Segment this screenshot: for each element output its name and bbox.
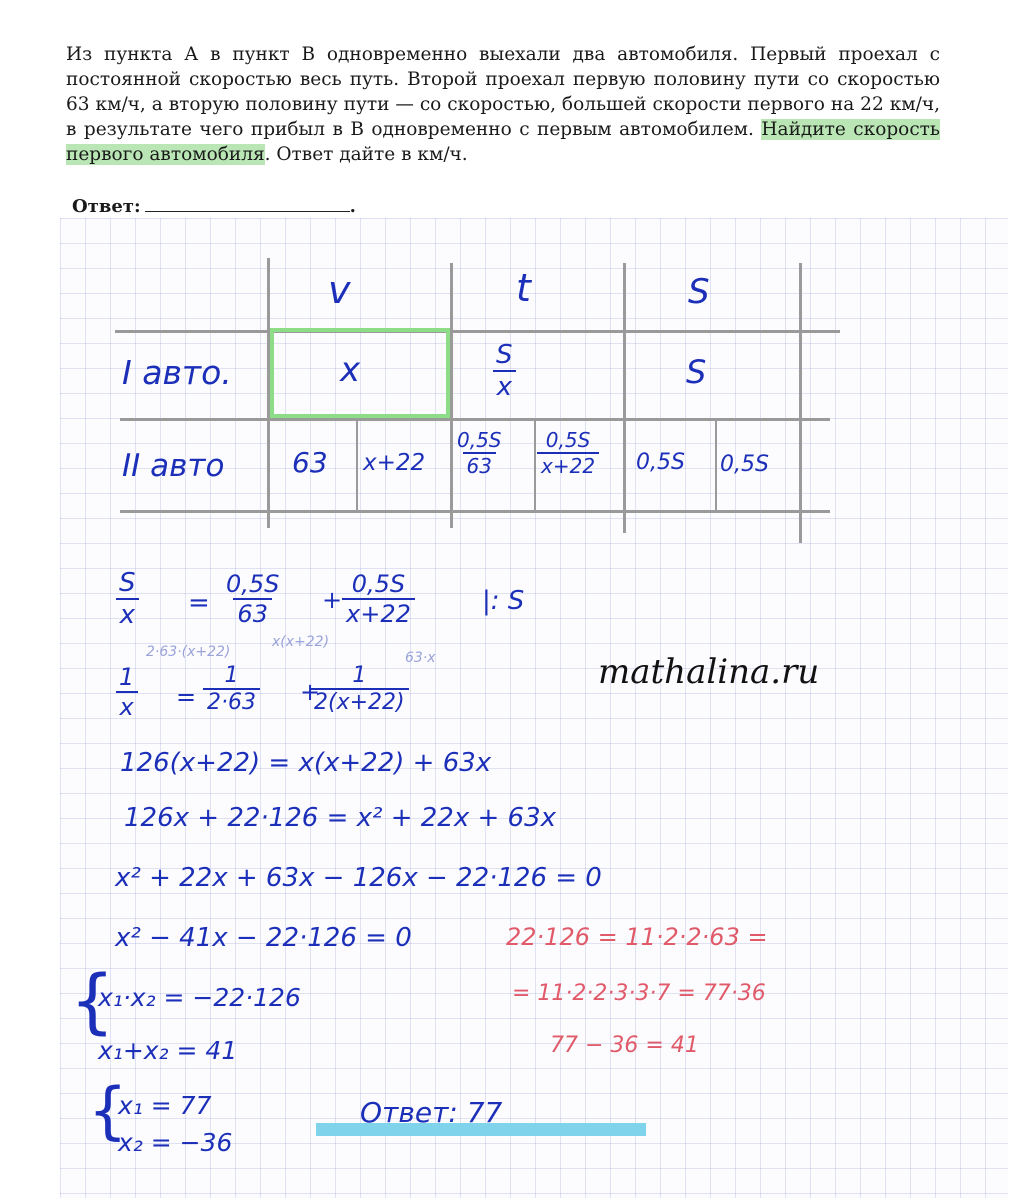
watermark: mathalina.ru (598, 652, 820, 692)
notebook-page (60, 218, 1008, 1198)
eq2-lhs-den: x (116, 691, 138, 721)
eq2-frac2 (310, 663, 409, 715)
eq2-equals: = (176, 683, 197, 711)
row2-speed-1: 63 (292, 446, 328, 479)
answer-label: Ответ: (72, 196, 141, 217)
table-hline-1 (115, 330, 840, 333)
eq2-frac2-den: 2(x+22) (310, 688, 409, 715)
eq2-frac2-num: 1 (352, 663, 367, 688)
row1-speed: x (340, 350, 361, 390)
eq1-frac2-num: 0,5S (351, 570, 406, 598)
eq2-lhs (115, 663, 138, 721)
eq1-frac1-den: 63 (233, 598, 272, 628)
eq1-frac1 (222, 570, 283, 628)
table-vline-2 (450, 263, 453, 528)
row2-time-2 (537, 428, 599, 478)
table-subline-3 (715, 421, 717, 511)
root-1: x₁ = 77 (118, 1091, 212, 1120)
system-brace-1: { (70, 960, 115, 1042)
row2-distance-1: 0,5S (636, 450, 685, 475)
table-hline-3 (120, 510, 830, 513)
answer-blank (145, 197, 350, 212)
eq1-frac2-den: x+22 (342, 598, 415, 628)
multiplier-2: x(x+22) (272, 634, 330, 650)
eq1-frac2 (342, 570, 415, 628)
eq1-equals: = (188, 588, 210, 618)
header-v: v (328, 268, 351, 312)
eq2-lhs-num: 1 (119, 663, 135, 691)
row2-time-1-den: 63 (463, 452, 496, 478)
problem-statement (66, 42, 940, 167)
eq1-frac1-num: 0,5S (226, 570, 280, 598)
row2-time-2-num: 0,5S (545, 428, 591, 452)
table-subline-2 (534, 421, 536, 511)
header-s: S (688, 272, 710, 312)
side-calc-3: 77 − 36 = 41 (550, 1033, 699, 1058)
eq1-lhs-num: S (119, 568, 136, 598)
multiplier-3: 63·x (405, 650, 436, 666)
multiplier-1: 2·63·(x+22) (146, 644, 231, 660)
row2-label: II авто (122, 448, 225, 484)
eq1-divide: |: S (482, 586, 525, 616)
root-2: x₂ = −36 (118, 1128, 233, 1157)
final-answer: Ответ: 77 (360, 1096, 503, 1129)
row2-distance-2: 0,5S (720, 452, 769, 477)
eq1-lhs (115, 568, 140, 630)
row1-time-den: x (493, 370, 516, 402)
eq2-frac1 (203, 663, 260, 715)
table-hline-2 (120, 418, 830, 421)
row1-time (492, 340, 517, 402)
answer-field (72, 196, 356, 217)
row2-time-2-den: x+22 (537, 452, 599, 478)
row2-speed-2: x+22 (363, 450, 426, 476)
problem-text: Из пункта А в пункт В одновременно выехали два автомобиля. Первый проехал с постоянной скоростью весь путь. Второй проехал первую половину пути со скоростью 63 км/ч, а вторую половину пути — со скоростью, большей скорости первого на 22 км/ч, в результате чего прибыл в В одновременно с первым автомобилем. (66, 44, 940, 140)
row2-time-1 (453, 428, 506, 478)
solution-line-6: x² − 41x − 22·126 = 0 (115, 923, 412, 953)
eq1-lhs-den: x (116, 598, 139, 630)
row2-time-1-num: 0,5S (457, 428, 502, 452)
row1-label: I авто. (122, 353, 232, 392)
answer-end: . (349, 196, 356, 217)
table-vline-4 (799, 263, 802, 543)
solution-line-3: 126(x+22) = x(x+22) + 63x (120, 748, 492, 778)
side-calc-1: 22·126 = 11·2·2·63 = (506, 923, 768, 951)
header-t: t (516, 266, 531, 310)
vieta-sum: x₁+x₂ = 41 (98, 1036, 238, 1065)
solution-line-5: x² + 22x + 63x − 126x − 22·126 = 0 (115, 863, 602, 893)
table-vline-3 (623, 263, 626, 533)
side-calc-2: = 11·2·2·3·3·7 = 77·36 (512, 981, 766, 1006)
eq2-frac1-den: 2·63 (203, 688, 260, 715)
problem-text-end: . Ответ дайте в км/ч. (264, 144, 468, 165)
eq1-plus: + (322, 586, 343, 614)
eq2-frac1-num: 1 (224, 663, 239, 688)
eq2-plus: + (300, 678, 321, 706)
row1-time-num: S (496, 340, 513, 370)
problem-highlight: Найдите скорость первого автомобиля (66, 119, 940, 165)
system-brace-2: { (88, 1074, 128, 1147)
vieta-product: x₁·x₂ = −22·126 (98, 983, 301, 1012)
solution-line-4: 126x + 22·126 = x² + 22x + 63x (124, 803, 556, 833)
table-subline-1 (356, 421, 358, 511)
row1-distance: S (686, 353, 707, 391)
